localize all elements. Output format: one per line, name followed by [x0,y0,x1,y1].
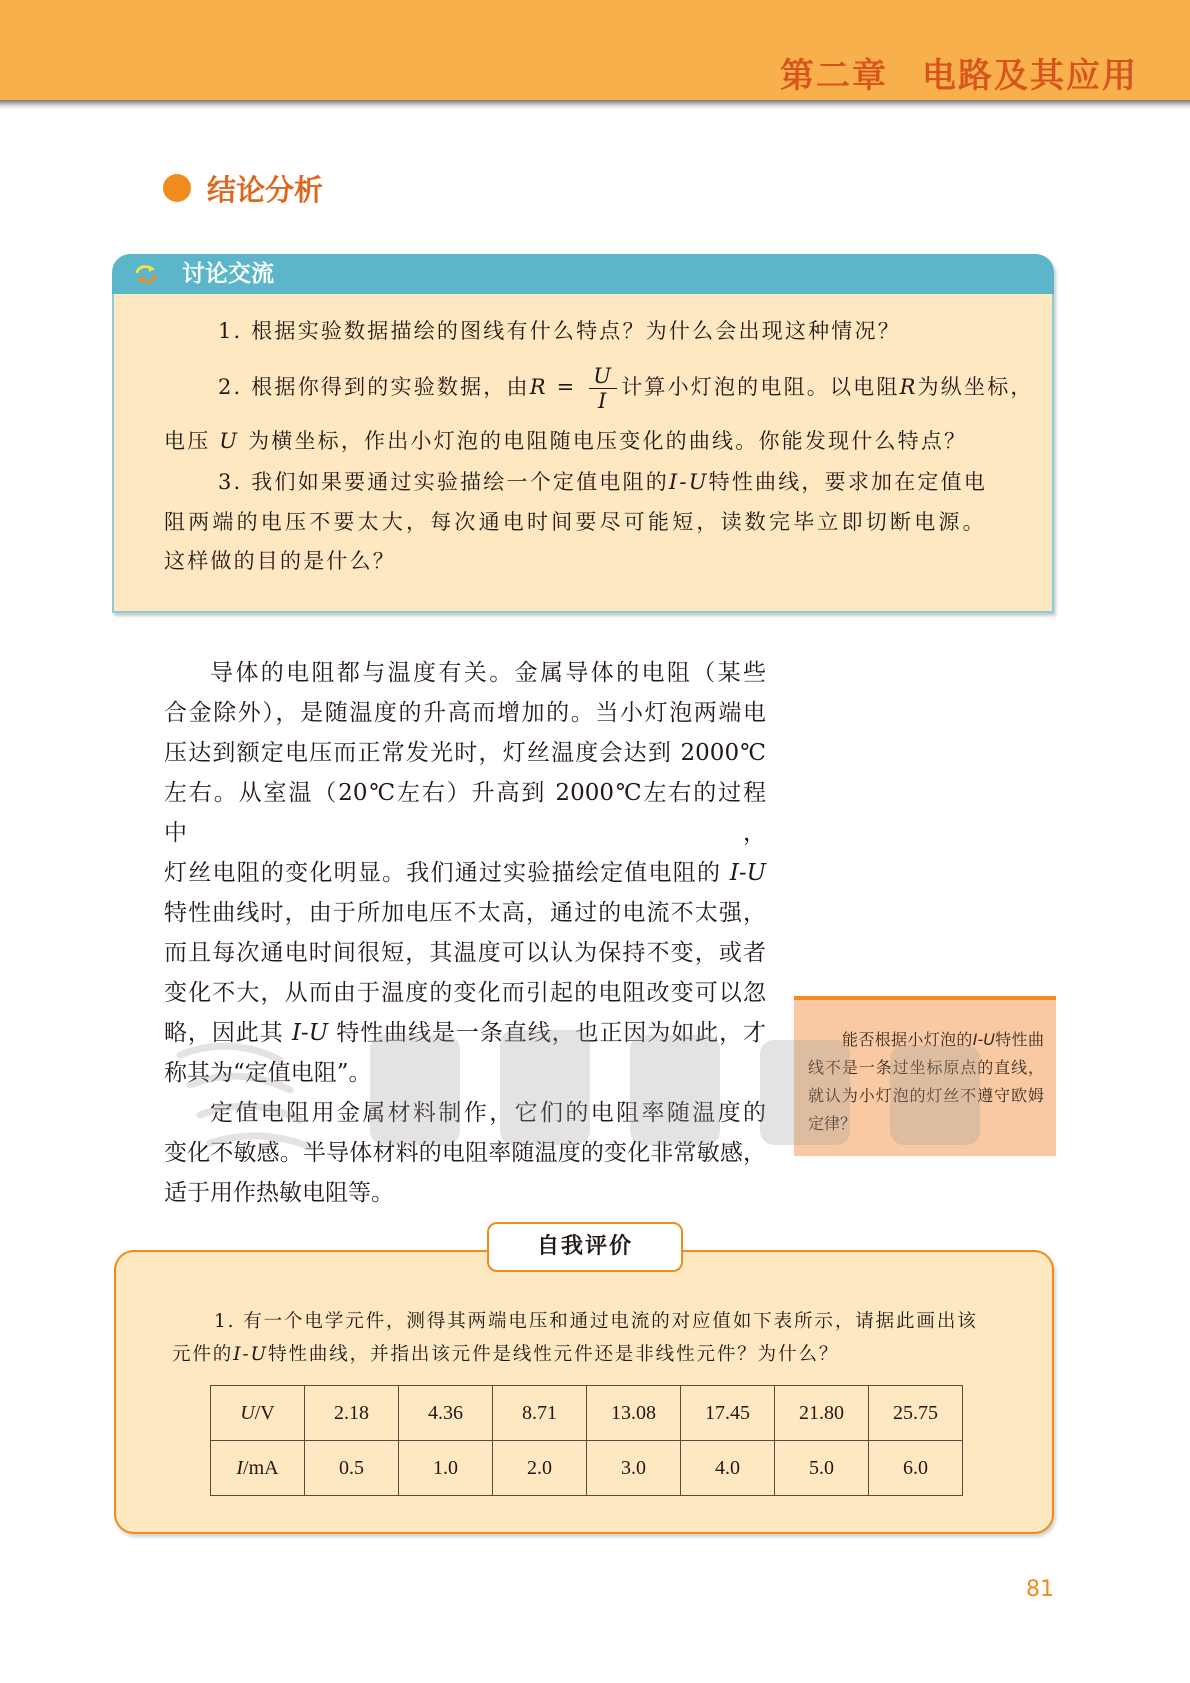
discussion-q2: 2. 根据你得到的实验数据，由R = $\frac{U}{I}$ 计算小灯泡的电阻。以电阻R为纵坐标， [218,364,1034,413]
discussion-q2-cont: 电压 U 为横坐标，作出小灯泡的电阻随电压变化的曲线。你能发现什么特点？ [164,429,968,453]
body-line: 而且每次通电时间很短，其温度可以认为保持不变，或者 [164,940,766,966]
table-cell: 6.0 [869,1441,963,1496]
discussion-title: 讨论交流 [182,261,274,287]
self-evaluation-q1: 1. 有一个电学元件，测得其两端电压和通过电流的对应值如下表所示，请据此画出该 [214,1311,978,1332]
discussion-box [112,254,1054,613]
page-number: 81 [1026,1577,1054,1602]
body-line: 灯丝电阻的变化明显。我们通过实验描绘定值电阻的 I-U [164,860,766,886]
table-cell: 8.71 [493,1386,587,1441]
body-line: 称其为“定值电阻”。 [164,1060,372,1086]
self-evaluation-title: 自我评价 [487,1222,683,1272]
table-cell: 5.0 [775,1441,869,1496]
body-line: 特性曲线时，由于所加电压不太高，通过的电流不太强， [164,900,766,926]
data-table [210,1385,963,1496]
body-line: 略，因此其 I-U 特性曲线是一条直线，也正因为如此，才 [164,1020,766,1046]
header-shadow [0,100,1190,109]
table-cell: 1.0 [399,1441,493,1496]
table-cell: 4.36 [399,1386,493,1441]
table-cell: 17.45 [681,1386,775,1441]
bullet-dot-icon [163,174,191,202]
body-line: 变化不大，从而由于温度的变化而引起的电阻改变可以忽 [164,980,766,1006]
table-row-current [211,1441,963,1496]
chapter-name: 电路及其应用 [922,56,1138,96]
resistance-fraction: $\frac{U}{I}$ [589,364,617,413]
discussion-body [112,294,1054,613]
body-line: 合金除外），是随温度的升高而增加的。当小灯泡两端电 [164,700,766,726]
discussion-q3-end: 这样做的目的是什么？ [164,549,396,573]
discussion-q1: 1. 根据实验数据描绘的图线有什么特点？为什么会出现这种情况？ [218,319,901,343]
table-cell: 3.0 [587,1441,681,1496]
table-header-voltage: U/V [211,1386,305,1441]
side-note [794,996,1056,1156]
section-title: 结论分析 [207,172,324,207]
discussion-icon [134,264,158,284]
chapter-title [780,48,1138,97]
body-text [164,653,766,1213]
table-cell: 4.0 [681,1441,775,1496]
body-line: 导体的电阻都与温度有关。金属导体的电阻（某些 [210,660,766,686]
section-heading [163,168,323,208]
table-cell: 0.5 [305,1441,399,1496]
discussion-q3-cont: 阻两端的电压不要太大，每次通电时间要尽可能短，读数完毕立即切断电源。 [164,510,987,534]
self-evaluation-q1-cont: 元件的I-U特性曲线，并指出该元件是线性元件还是非线性元件？为什么？ [172,1344,840,1365]
table-cell: 21.80 [775,1386,869,1441]
side-note-text: 能否根据小灯泡的I-U特性曲线不是一条过坐标原点的直线，就认为小灯泡的灯丝不遵守欧姆定律？ [808,1030,1044,1133]
body-line: 适于用作热敏电阻等。 [164,1180,394,1206]
chapter-label: 第二章 [780,56,888,96]
body-line: 定值电阻用金属材料制作，它们的电阻率随温度的 [210,1100,766,1126]
table-cell: 2.18 [305,1386,399,1441]
table-cell: 25.75 [869,1386,963,1441]
body-line: 压达到额定电压而正常发光时，灯丝温度会达到 2000℃ [164,740,766,766]
table-cell: 13.08 [587,1386,681,1441]
body-line: 变化不敏感。半导体材料的电阻率随温度的变化非常敏感， [164,1140,766,1166]
body-line: 左右。从室温（20℃左右）升高到 2000℃左右的过程中， [164,780,766,846]
table-header-current: I/mA [211,1441,305,1496]
table-cell: 2.0 [493,1441,587,1496]
table-row-voltage [211,1386,963,1441]
discussion-header [112,254,1054,294]
discussion-q3: 3. 我们如果要通过实验描绘一个定值电阻的I-U特性曲线，要求加在定值电 [218,470,988,494]
